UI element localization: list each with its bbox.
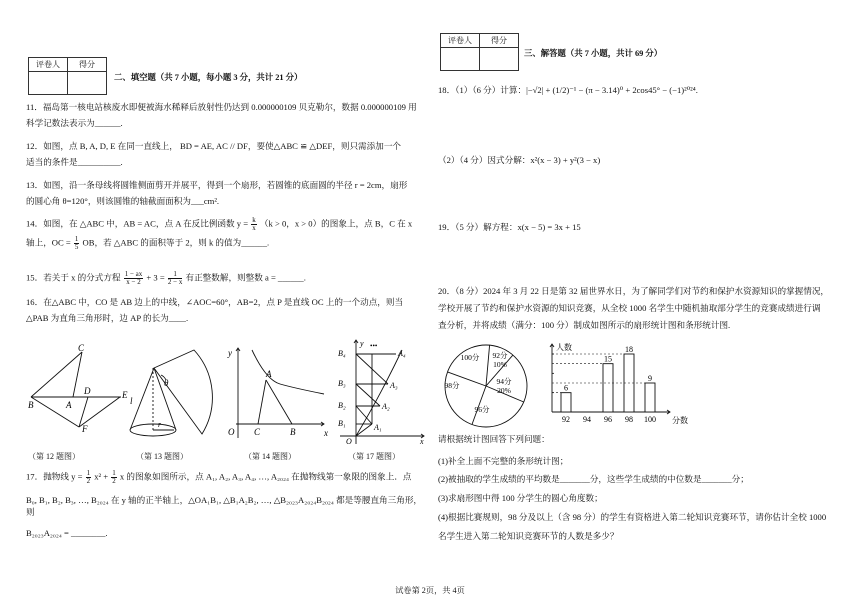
- q20-sub-3: (3)求扇形图中得 100 分学生的圆心角度数；: [438, 493, 603, 503]
- q20-line3: 查分析，并将成绩（满分：100 分）制成如图所示的扇形统计图和条形统计图.: [438, 320, 731, 330]
- fig17-label-B4: B₄: [338, 349, 346, 358]
- q12-line2: 适当的条件是__________.: [26, 157, 123, 167]
- fig14-label-C: C: [254, 427, 261, 437]
- figure-14: [224, 342, 332, 442]
- q16-line1: 16．在△ABC 中，CO 是 AB 边上的中线，∠AOC=60°，AB=2，点 P 是直线 OC 上的一个动点，则当: [26, 297, 404, 307]
- pie-slice-label: 98分: [444, 381, 460, 390]
- q14-text-a: 14．如图，在 △ABC 中，AB = AC，点 A 在反比例函数 y =: [26, 218, 249, 229]
- fig17-label-y: y: [360, 339, 364, 348]
- fig12-label-F: F: [82, 424, 88, 434]
- q14-one: 1: [74, 235, 79, 243]
- pie-slice-label: 10%: [493, 360, 507, 369]
- question-20: [438, 285, 842, 332]
- page-footer: 试卷第 2页，共 4页: [395, 586, 465, 595]
- q11-line1: 11．福岛第一核电站核废水即便被海水稀释后放射性仍达到 0.000000109 贝克勒尔，数据 0.000000109 用: [26, 102, 417, 112]
- q17-text-a: 17．抛物线 y =: [26, 471, 83, 482]
- q17-fraction-half-a: [86, 470, 92, 485]
- bar-data-label-98: 18: [625, 345, 633, 354]
- fig17-label-B2: B₂: [338, 401, 346, 410]
- q11-line2: 科学记数法表示为______.: [26, 118, 123, 128]
- bar-tick-100: 100: [644, 415, 656, 424]
- q15-f1-num: 1 − ax: [124, 270, 143, 278]
- fig12-label-A: A: [66, 400, 72, 410]
- q20-prompt: 请根据统计图回答下列问题：: [438, 434, 550, 444]
- q17-fraction-half-b: [111, 470, 117, 485]
- figure-12: [26, 342, 126, 432]
- q17-text-c: x 的图象如图所示，点 A₁, A₂, A₃, A₄, …, A₂₀₂₄ 在抛物线第一象限的图象上．点: [119, 471, 412, 482]
- caption-fig17: （第 17 题图）: [348, 452, 400, 461]
- pie-slice-boundary: [486, 345, 490, 386]
- fig14-label-B: B: [290, 427, 296, 437]
- caption-fig12: （第 12 题图）: [28, 452, 80, 461]
- q15-plus3: + 3 =: [146, 272, 165, 283]
- q20-sub-2: (2)被抽取的学生成绩的平均数是_______分，这些学生成绩的中位数是_______分；: [438, 474, 749, 484]
- q20-line2: 学校开展了节约和保护水资源的知识竞赛，从全校 1000 名学生中随机抽取部分学生的竞赛成绩进行调: [438, 303, 821, 313]
- fig14-label-A: A: [266, 369, 272, 379]
- bar-100: [645, 383, 655, 412]
- fig12-label-B: B: [28, 400, 34, 410]
- q17-half-num-a: 1: [86, 469, 91, 477]
- question-16: [26, 296, 424, 324]
- q17-half-num-b: 1: [112, 469, 116, 477]
- question-12: [26, 140, 424, 168]
- q13-line2: 的圆心角 θ=120°，则该圆锥的轴截面面积为___cm².: [26, 196, 220, 206]
- question-13: [26, 179, 424, 207]
- bar-96: [603, 364, 613, 412]
- question-11: [26, 101, 424, 129]
- q17-line1: [26, 470, 424, 485]
- q14-text-d: OB，若 △ABC 的面积等于 2，则 k 的值为______.: [82, 237, 270, 248]
- fig14-label-x: x: [324, 428, 328, 438]
- fig17-label-B3: B₃: [338, 379, 346, 388]
- pie-slice-label: 100分: [460, 353, 480, 362]
- caption-fig13: （第 13 题图）: [136, 452, 188, 461]
- bar-tick-96: 96: [604, 415, 612, 424]
- bar-chart: [534, 340, 694, 430]
- bar-data-label-100: 9: [648, 374, 652, 383]
- fig17-label-A1: A₁: [374, 423, 382, 432]
- fig12-label-E: E: [122, 390, 128, 400]
- q14-line1: [26, 217, 424, 232]
- fig13-label-r: r: [158, 420, 162, 429]
- bar-tick-92: 92: [562, 415, 570, 424]
- pie-slice-label: 92分: [492, 351, 508, 360]
- q14-text-b: （k > 0，x > 0）的图象上，点 B，C 在 x: [259, 218, 413, 229]
- pie-slice-label: 96分: [474, 405, 490, 414]
- fig14-label-y: y: [228, 348, 232, 358]
- q15-text-a: 15．若关于 x 的分式方程: [26, 272, 121, 283]
- fig17-label-dots: •••: [370, 342, 378, 350]
- q14-line2: [26, 236, 424, 251]
- q12-line1: 12．如图，点 B, A, D, E 在同一直线上， BD = AE, AC // DF，要使△ABC ≌ △DEF，则只需添加一个: [26, 141, 402, 151]
- fig14-label-O: O: [228, 427, 235, 437]
- score-box-grader-header-right: 评卷人: [441, 34, 480, 48]
- caption-fig14: （第 14 题图）: [244, 452, 296, 461]
- question-19: 19．（5 分）解方程：x(x − 5) = 3x + 15: [438, 222, 581, 232]
- fig13-label-l: l: [130, 396, 133, 406]
- fig17-label-A3: A₃: [390, 381, 398, 390]
- fig12-label-D: D: [84, 386, 91, 396]
- bar-tick-98: 98: [625, 415, 633, 424]
- q14-fraction-one-fifth: [74, 236, 80, 251]
- score-box-right: [440, 33, 519, 71]
- q15-fraction-1: [124, 271, 144, 286]
- score-box-score-header-right: 得分: [480, 34, 519, 48]
- pie-slice-label: 94分: [496, 377, 512, 386]
- q20-sub-4: [438, 511, 842, 543]
- fig12-label-C: C: [78, 343, 85, 353]
- q17-line2: B₀, B₁, B₂, B₃, …, B₂₀₂₄ 在 y 轴的正半轴上，△OA₁B₁, △B₁A₂B₂, …, △B₂₀₂₃A₂₀₂₄B₂₀₂₄ 都是等腰直角三角形，则: [26, 495, 423, 517]
- q17-half-den-a: 2: [86, 477, 91, 485]
- q15-fraction-2: [168, 271, 182, 286]
- fig17-label-A2: A₂: [382, 402, 390, 411]
- score-box-grader-header: 评卷人: [29, 58, 68, 72]
- question-18-1: 18．（1）（6 分）计算：|−√2| + (1/2)⁻¹ − (π − 3.14)⁰ + 2cos45° − (−1)²⁰²⁴.: [438, 85, 698, 95]
- bar-data-label-92: 6: [564, 383, 568, 393]
- q14-fraction-k-over-x: [251, 217, 257, 232]
- fig13-label-theta: θ: [164, 378, 169, 388]
- pie-slice-label: 20%: [497, 386, 511, 395]
- fig17-label-A4: A₄: [398, 349, 406, 358]
- question-14: [26, 217, 424, 251]
- q14-text-c: 轴上，OC =: [26, 237, 71, 248]
- score-box-score-cell-right[interactable]: [480, 48, 519, 71]
- score-box-grader-cell-right[interactable]: [441, 48, 480, 71]
- score-box-score-cell[interactable]: [68, 72, 107, 95]
- q17-half-den-b: 2: [112, 477, 116, 485]
- q20-line1: 20．（8 分）2024 年 3 月 22 日是第 32 届世界水日，为了解同学们对节约和保护水资源知识的掌握情况，: [438, 286, 830, 296]
- bar-y-axis-label: 人数: [556, 343, 572, 352]
- bar-92: [561, 393, 571, 412]
- q15-f2-num: 1: [168, 271, 182, 279]
- score-box-left: [28, 57, 107, 95]
- q15-f1-den: x − 2: [126, 278, 141, 286]
- figure-17: [336, 336, 428, 446]
- score-box-score-header: 得分: [68, 58, 107, 72]
- fig17-label-O: O: [346, 437, 352, 446]
- section-title-solutions: 三、解答题（共 7 小题，共计 69 分）: [524, 49, 663, 58]
- q16-line2: △PAB 为直角三角形时，边 AP 的长为____.: [26, 313, 189, 323]
- fig17-label-x: x: [420, 437, 424, 446]
- q14-x: x: [252, 224, 256, 232]
- q20-sub-1: (1)补全上面不完整的条形统计图；: [438, 456, 569, 466]
- pie-chart: [438, 342, 536, 430]
- q13-line1: 13．如图，沿一条母线将圆锥侧面剪开并展平，得到一个扇形，若圆锥的底面圆的半径 r = 2cm，扇形: [26, 180, 408, 190]
- question-15: [26, 271, 424, 286]
- section-title-fill-in: 二、填空题（共 7 小题，每小题 3 分，共计 21 分）: [114, 73, 303, 82]
- fig17-label-B1: B₁: [338, 419, 346, 428]
- score-box-grader-cell[interactable]: [29, 72, 68, 95]
- q14-k: k: [252, 216, 256, 224]
- q15-f2-den: 2 − x: [167, 278, 183, 286]
- q14-five: 5: [74, 243, 79, 251]
- q20-sub-4-line2: 名学生进入第二轮知识竞赛环节的人数是多少？: [438, 531, 619, 541]
- q15-text-b: 有正整数解，则整数 a = ______.: [185, 272, 306, 283]
- bar-tick-94: 94: [583, 415, 591, 424]
- q20-sub-4-line1: (4)根据比赛规则，98 分及以上（含 98 分）的学生有资格进入第二轮知识竞赛环节，请你估计全校 1000: [438, 512, 827, 522]
- question-17: [26, 470, 424, 539]
- question-18-2: （2）（4 分）因式分解：x²(x − 3) + y²(3 − x): [438, 155, 601, 165]
- bar-data-label-96: 15: [604, 354, 612, 364]
- q17-line3: B₂₀₂₃A₂₀₂₄ = ________.: [26, 528, 108, 538]
- bar-x-axis-label: 分数: [672, 416, 688, 425]
- q17-text-b: x² +: [94, 471, 109, 482]
